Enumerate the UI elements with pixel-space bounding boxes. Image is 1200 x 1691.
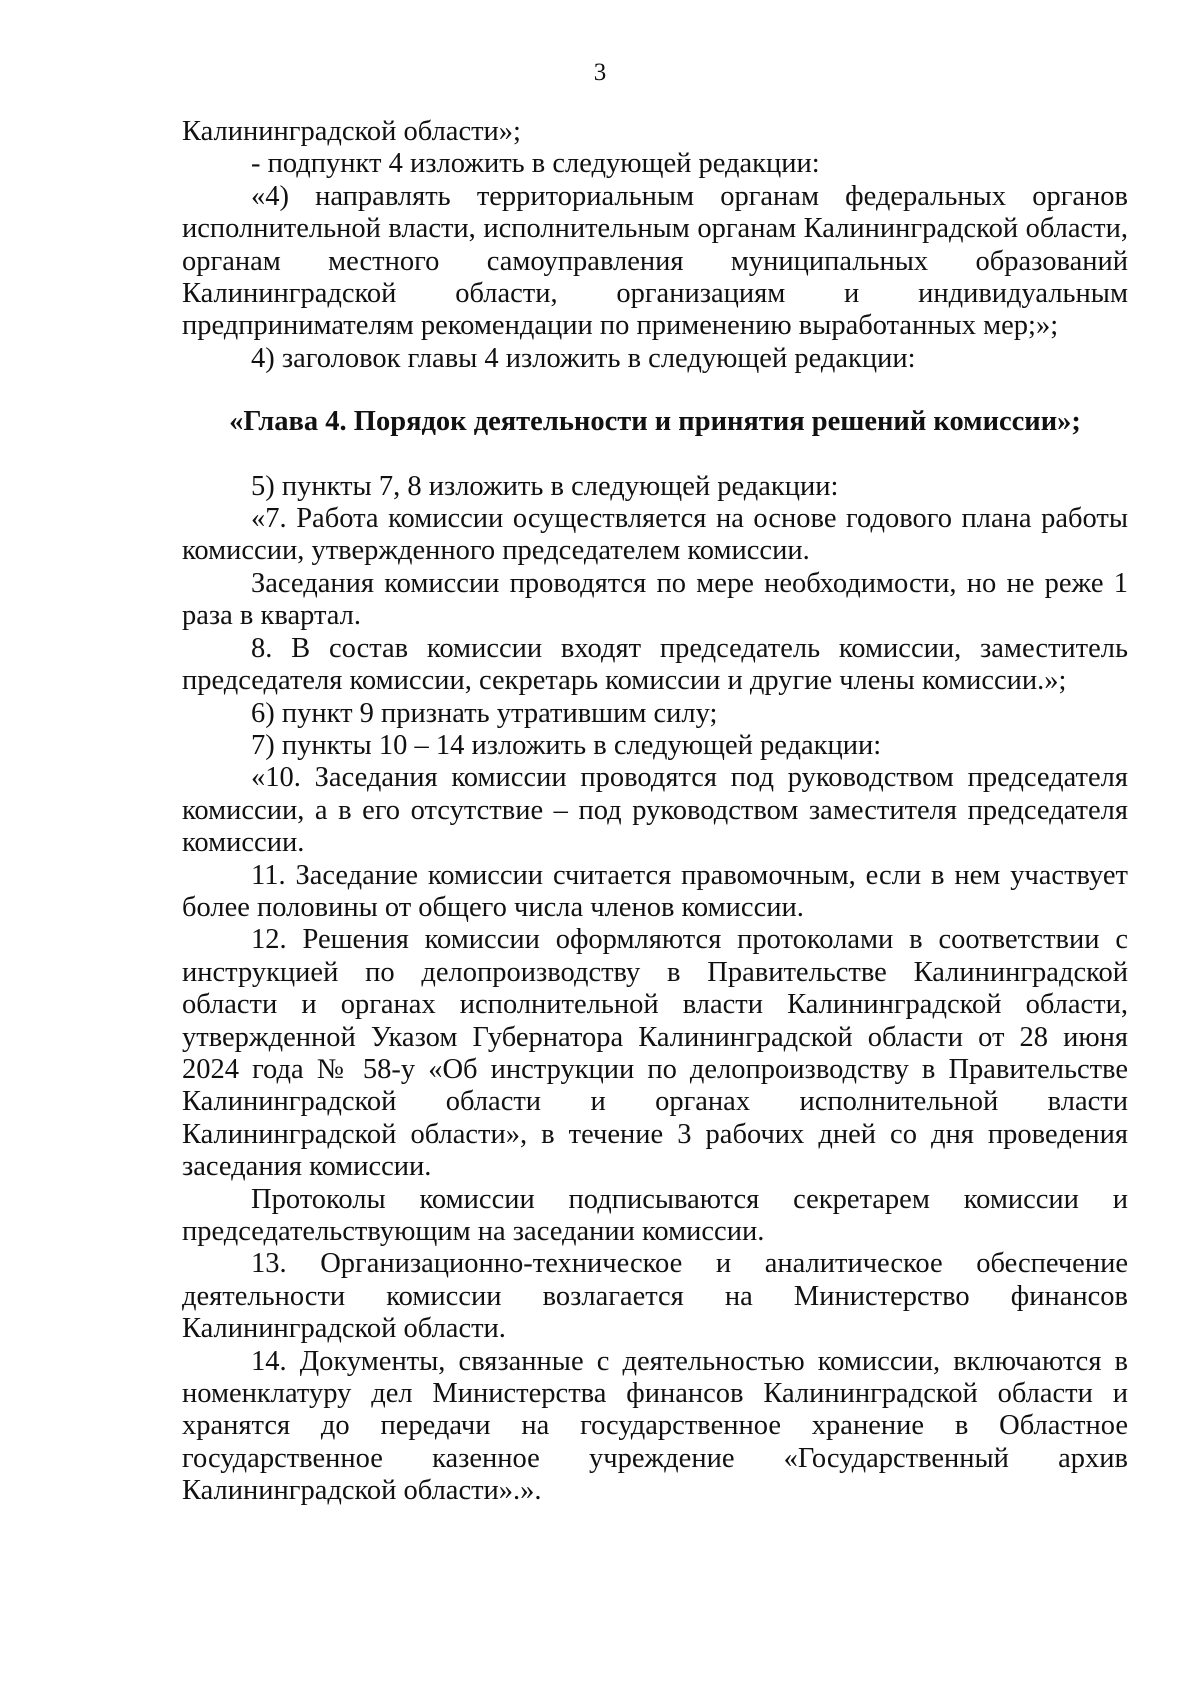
paragraph-point-13: 13. Организационно-техническое и аналитическое обеспечение деятельности комиссии возлагается на Министерство финансов Калининградской области. — [182, 1248, 1128, 1345]
chapter-4-heading: «Глава 4. Порядок деятельности и принятия решений комиссии»; — [229, 406, 1081, 438]
paragraph-point-11: 11. Заседание комиссии считается правомочным, если в нем участвует более половины от общего числа членов комиссии. — [182, 859, 1128, 923]
paragraph-point-10: «10. Заседания комиссии проводятся под руководством председателя комиссии, а в его отсутствие – под руководством заместителя председателя комиссии. — [182, 762, 1128, 859]
paragraph-item-5: 5) пункты 7, 8 изложить в следующей редакции: — [251, 470, 839, 502]
paragraph-point-14: 14. Документы, связанные с деятельностью комиссии, включаются в номенклатуру дел Министерства финансов Калининградской области и хранятся до передачи на государственное хранение в Областное государственное казенное учреждение «Государственный архив Калининградской области».». — [182, 1345, 1128, 1507]
paragraph-item-7: 7) пункты 10 – 14 изложить в следующей редакции: — [251, 729, 882, 761]
paragraph-protocols-signing: Протоколы комиссии подписываются секретарем комиссии и председательствующим на заседании комиссии. — [182, 1183, 1128, 1247]
paragraph-subpoint-4-instruction: - подпункт 4 изложить в следующей редакции: — [251, 148, 820, 180]
paragraph-item-6: 6) пункт 9 признать утратившим силу; — [251, 697, 718, 729]
paragraph-point-7: «7. Работа комиссии осуществляется на основе годового плана работы комиссии, утвержденного председателем комиссии. — [182, 503, 1128, 567]
paragraph-continuation: Калининградской области»; — [182, 116, 521, 147]
paragraph-meetings-frequency: Заседания комиссии проводятся по мере необходимости, но не реже 1 раза в квартал. — [182, 567, 1128, 632]
paragraph-item-4: 4) заголовок главы 4 изложить в следующей редакции: — [251, 342, 916, 374]
page-number: 3 — [593, 59, 607, 86]
document-body — [182, 116, 1128, 1508]
paragraph-point-12: 12. Решения комиссии оформляются протоколами в соответствии с инструкцией по делопроизводству в Правительстве Калининградской области и органах исполнительной власти Калининградской области, утвержденной Указом Губернатора Калининградской области от 28 июня 2024 года № 58-у «Об инструкции по делопроизводству в Правительстве Калининградской области и органах исполнительной власти Калининградской области», в течение 3 рабочих дней со дня проведения заседания комиссии. — [182, 924, 1128, 1183]
paragraph-point-8: 8. В состав комиссии входят председатель комиссии, заместитель председателя комиссии, секретарь комиссии и другие члены комиссии.»; — [182, 632, 1128, 697]
paragraph-subpoint-4-text: «4) направлять территориальным органам федеральных органов исполнительной власти, исполнительным органам Калининградской области, органам местного самоуправления муниципальных образований Калининградской области, организациям и индивидуальным предпринимателям рекомендации по применению выработанных мер;»; — [182, 180, 1128, 342]
